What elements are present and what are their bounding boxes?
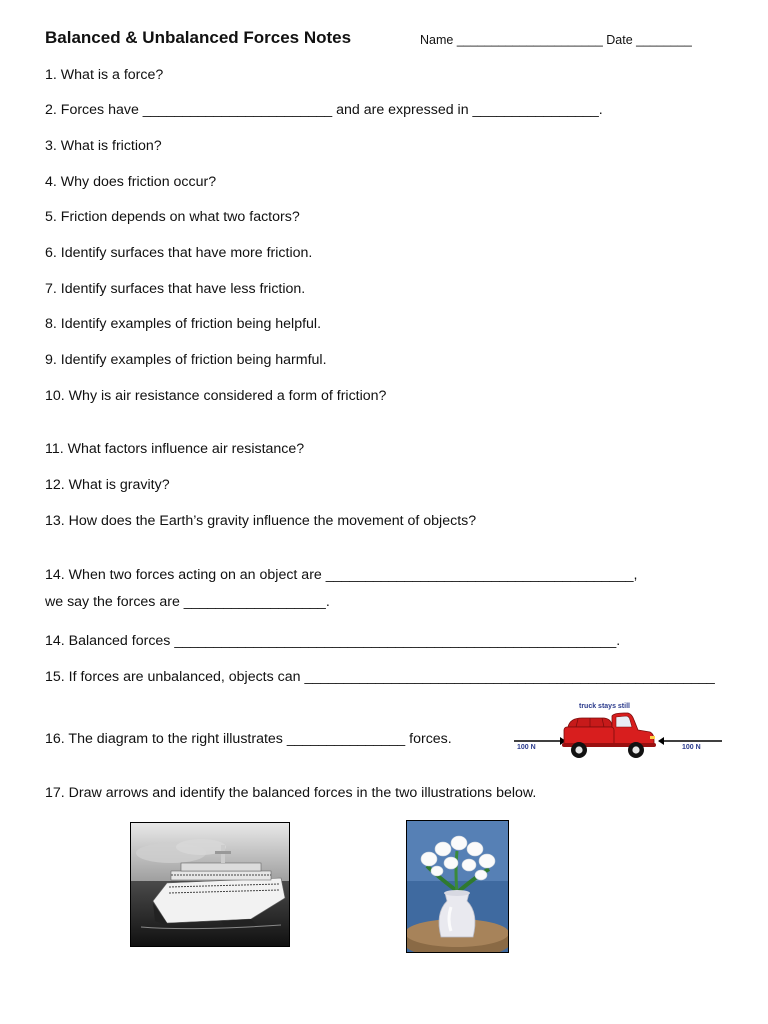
question-6: 6. Identify surfaces that have more friction. xyxy=(45,245,313,261)
question-9: 9. Identify examples of friction being harmful. xyxy=(45,352,327,368)
truck-icon xyxy=(562,713,656,758)
question-15: 15. If forces are unbalanced, objects can ____________________________________________________ xyxy=(45,669,715,685)
truck-diagram-svg xyxy=(512,700,726,768)
name-date-line: Name _____________________ Date ________ xyxy=(420,33,692,47)
ship-photo xyxy=(130,822,290,947)
question-11: 11. What factors influence air resistance? xyxy=(45,441,305,457)
truck-force-diagram xyxy=(512,700,726,768)
right-force-label: 100 N xyxy=(682,744,701,751)
question-8: 8. Identify examples of friction being helpful. xyxy=(45,316,322,332)
question-17: 17. Draw arrows and identify the balanced forces in the two illustrations below. xyxy=(45,785,537,801)
question-14a: 14. When two forces acting on an object are _______________________________________, xyxy=(45,567,638,583)
question-3: 3. What is friction? xyxy=(45,138,162,154)
question-1: 1. What is a force? xyxy=(45,67,164,83)
question-4: 4. Why does friction occur? xyxy=(45,174,217,190)
vase-image xyxy=(407,821,508,952)
question-13: 13. How does the Earth’s gravity influence the movement of objects? xyxy=(45,513,477,529)
question-7: 7. Identify surfaces that have less friction. xyxy=(45,281,306,297)
right-arrowhead xyxy=(658,737,664,745)
question-12: 12. What is gravity? xyxy=(45,477,170,493)
question-14a-cont: we say the forces are __________________. xyxy=(45,594,330,610)
question-14b: 14. Balanced forces ________________________________________________________. xyxy=(45,633,621,649)
question-10: 10. Why is air resistance considered a form of friction? xyxy=(45,388,387,404)
diagram-caption: truck stays still xyxy=(579,703,630,710)
ship-image xyxy=(131,823,289,946)
left-force-label: 100 N xyxy=(517,744,536,751)
question-2: 2. Forces have ________________________ and are expressed in ________________. xyxy=(45,102,603,118)
worksheet-title: Balanced & Unbalanced Forces Notes xyxy=(45,28,352,47)
question-16: 16. The diagram to the right illustrates _______________ forces. xyxy=(45,731,452,747)
vase-painting xyxy=(406,820,509,953)
question-5: 5. Friction depends on what two factors? xyxy=(45,209,300,225)
